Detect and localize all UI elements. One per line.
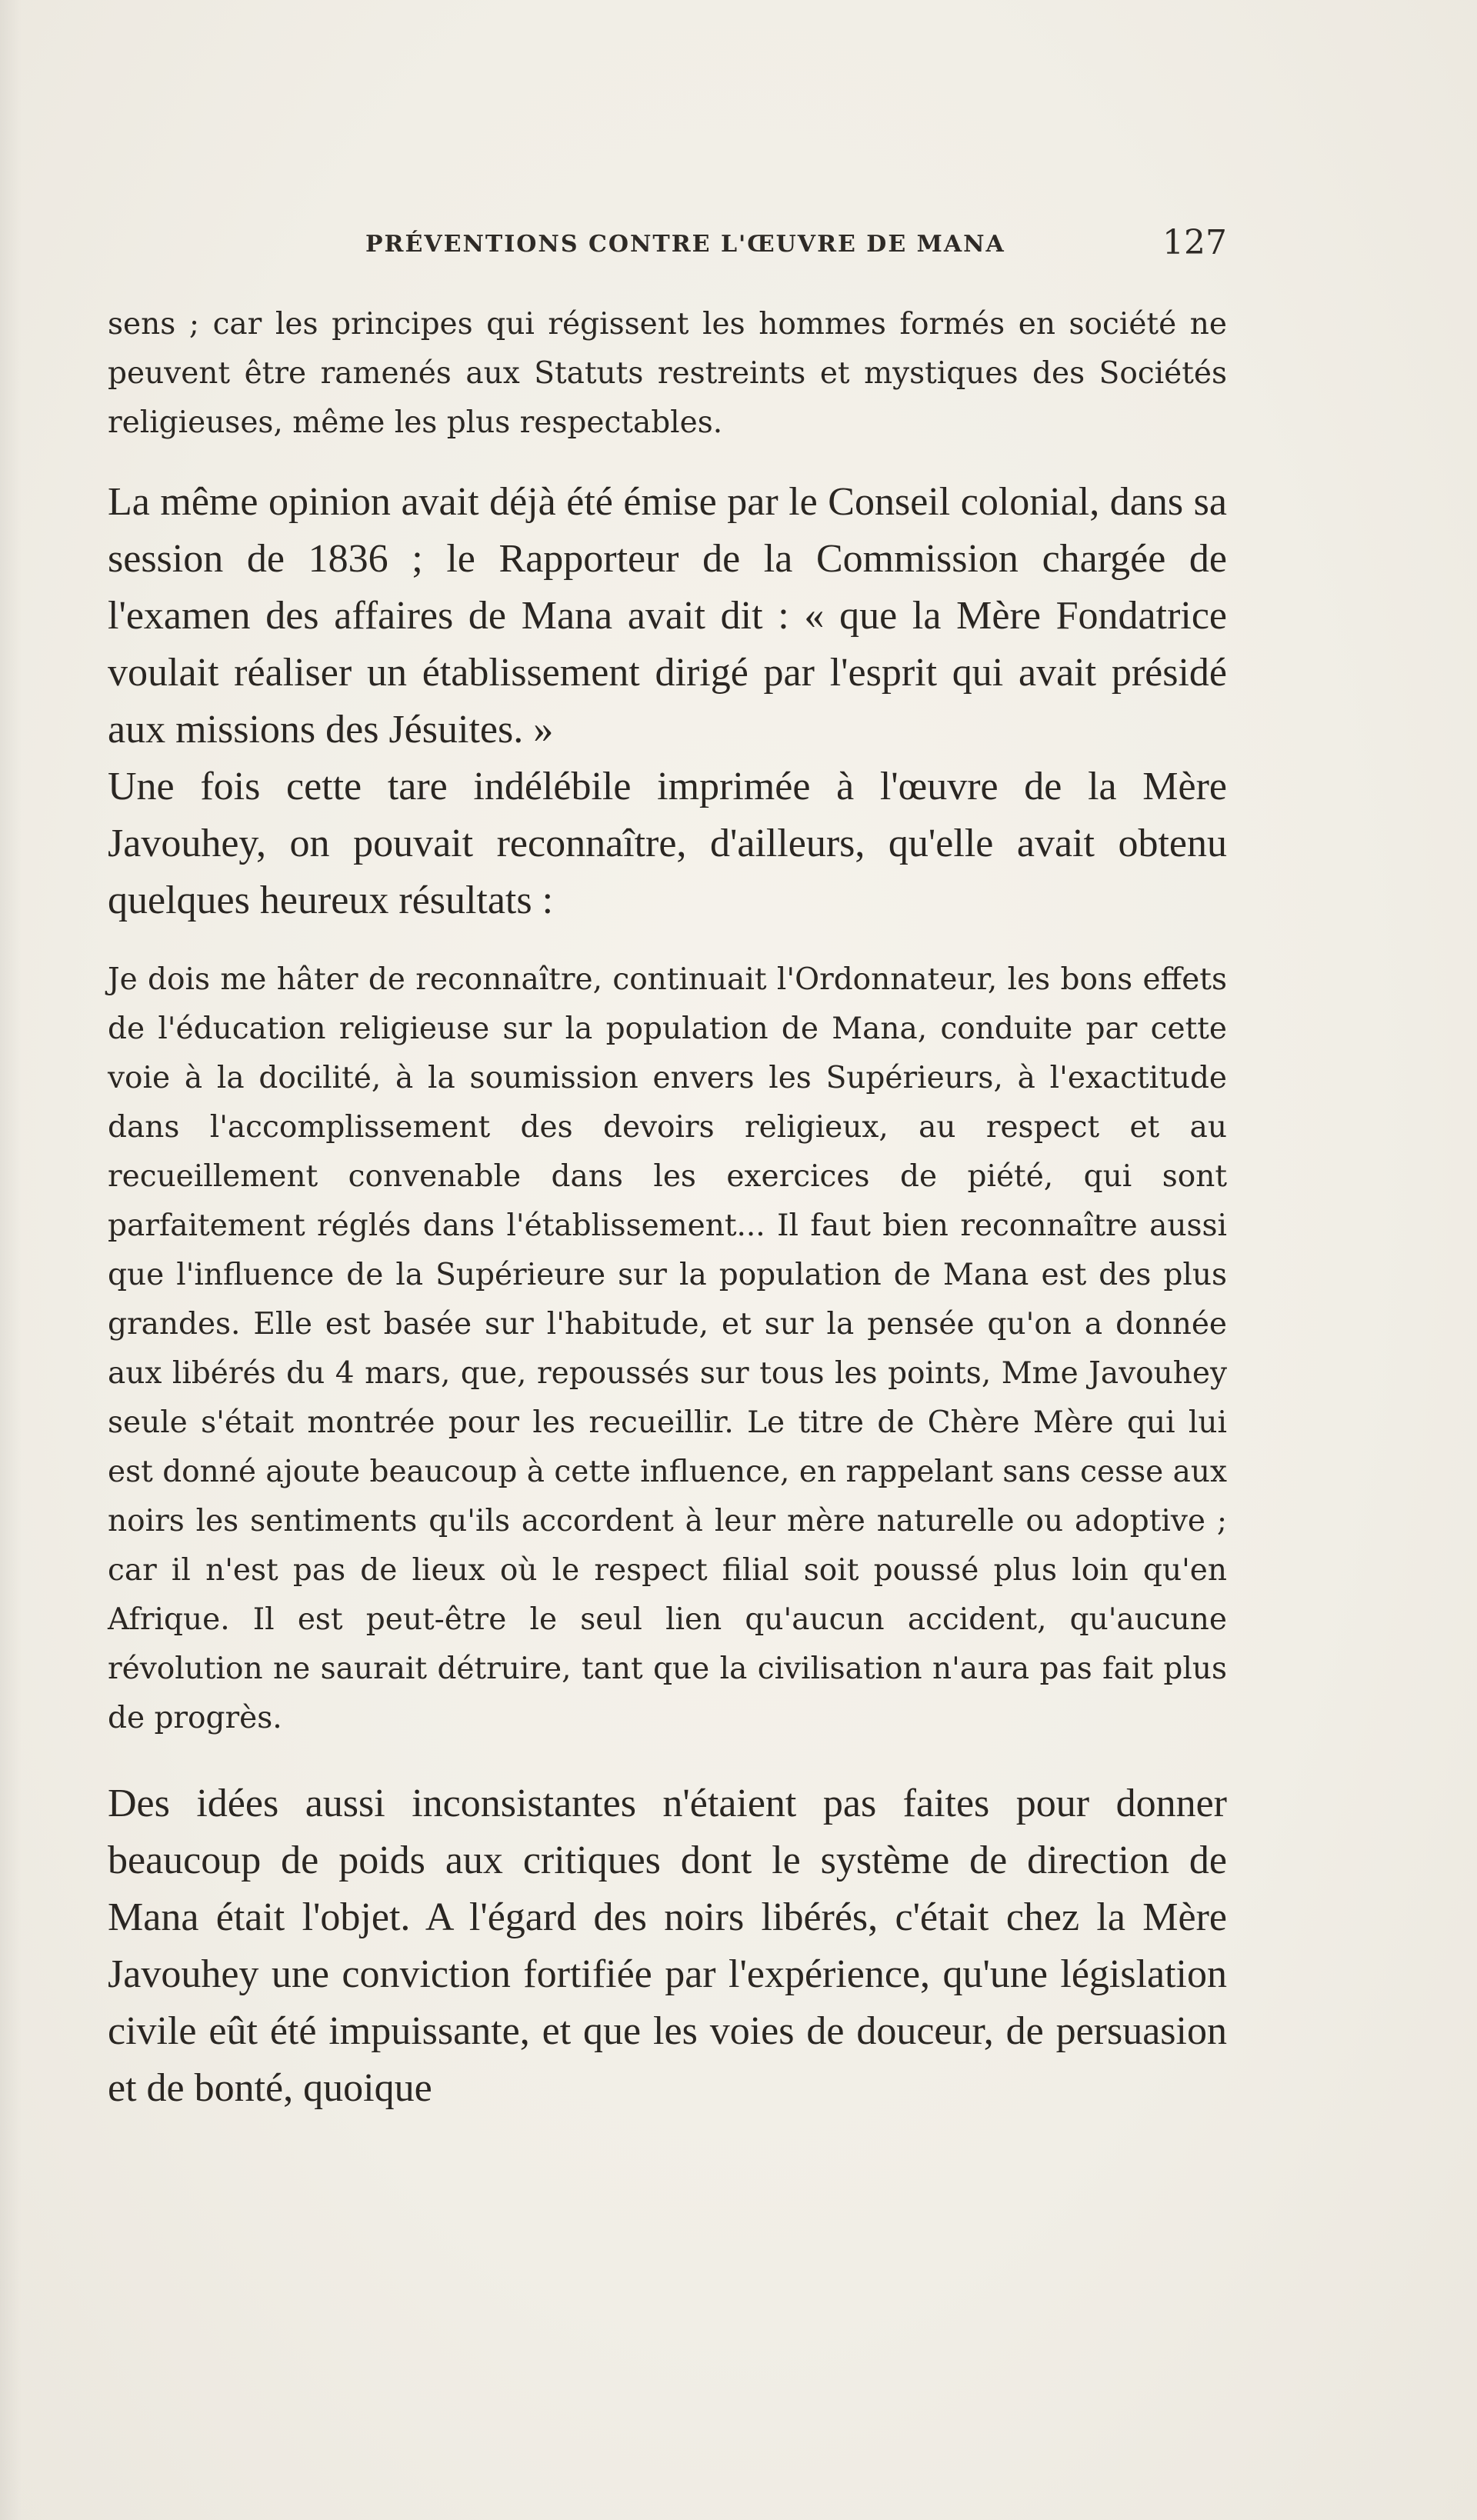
page-content (108, 223, 1227, 2117)
gutter-shadow (0, 0, 22, 2520)
paragraph-continuation: sens ; car les principes qui régissent les hommes formés en société ne peuvent être ramenés aux Statuts restreints et mystiques des Sociétés religieuses, même les plus respectables. (108, 307, 1227, 440)
paragraph-tare-indelebile: Une fois cette tare indélébile imprimée à l'œuvre de la Mère Javouhey, on pouvait reconnaître, d'ailleurs, qu'elle avait obtenu quelques heureux résultats : (108, 765, 1227, 922)
paragraph-idees-inconsistantes: Des idées aussi inconsistantes n'étaient pas faites pour donner beaucoup de poids aux critiques dont le système de direction de Mana était l'objet. A l'égard des noirs libérés, c'était chez la Mère Javouhey une conviction fortifiée par l'expérience, qu'une législation civile eût été impuissante, et que les voies de douceur, de persuasion et de bonté, quoique (108, 1782, 1227, 2110)
running-head (108, 223, 1227, 272)
running-title: PRÉVENTIONS CONTRE L'ŒUVRE DE MANA (365, 231, 1005, 258)
quote-ordonnateur: Je dois me hâter de reconnaître, continuait l'Ordonnateur, les bons effets de l'éducation religieuse sur la population de Mana, conduite par cette voie à la docilité, à la soumission envers les Supérieurs, à l'exactitude dans l'accomplissement des devoirs religieux, au respect et au recueillement convenable dans les exercices de piété, qui sont parfaitement réglés dans l'établissement... Il faut bien reconnaître aussi que l'influence de la Supérieure sur la population de Mana est des plus grandes. Elle est basée sur l'habitude, et sur la pensée qu'on a donnée aux libérés du 4 mars, que, repoussés sur tous les points, Mme Javouhey seule s'était montrée pour les recueillir. Le titre de Chère Mère qui lui est donné ajoute beaucoup à cette influence, en rappelant sans cesse aux noirs les sentiments qu'ils accordent à leur mère naturelle ou adoptive ; car il n'est pas de lieux où le respect filial soit poussé plus loin qu'en Afrique. Il est peut-être le seul lien qu'aucun accident, qu'aucune révolution ne saurait détruire, tant que la civilisation n'aura pas fait plus de progrès. (108, 962, 1227, 1735)
page-number: 127 (1162, 223, 1227, 262)
paragraph-conseil-colonial: La même opinion avait déjà été émise par le Conseil colonial, dans sa session de 1836 ; le Rapporteur de la Commission chargée de l'examen des affaires de Mana avait dit : « que la Mère Fondatrice voulait réaliser un établissement dirigé par l'esprit qui avait présidé aux missions des Jésuites. » (108, 480, 1227, 752)
